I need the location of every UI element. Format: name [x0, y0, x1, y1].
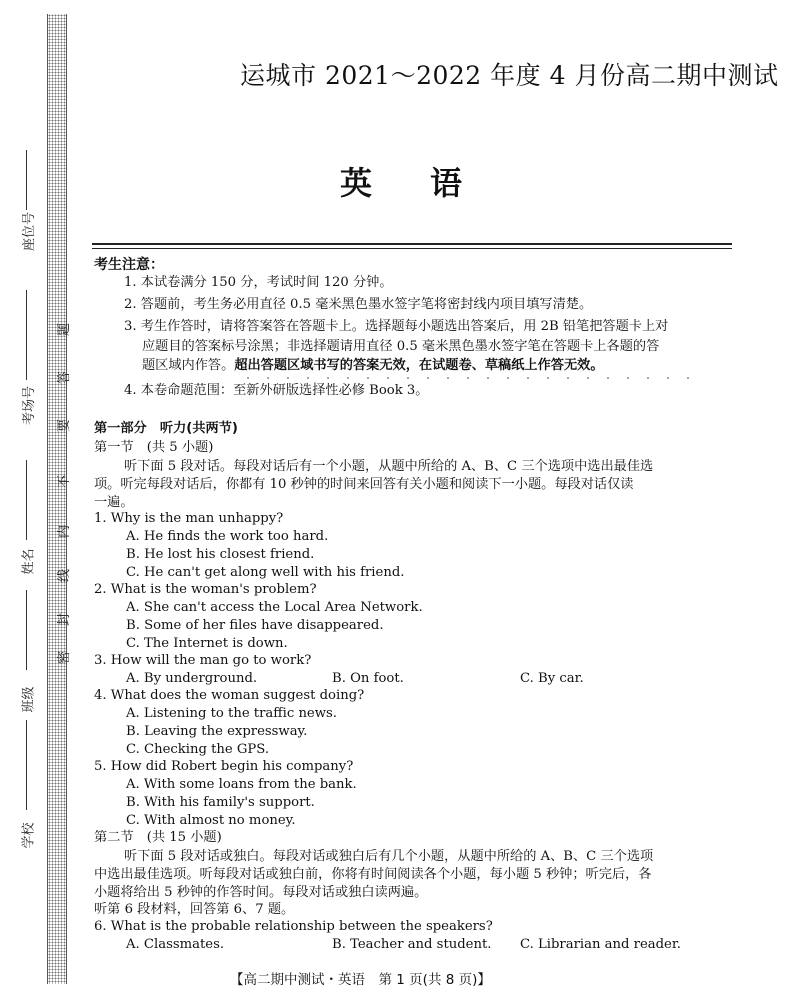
section1-instructions-2: 项。听完每段对话后，你都有 10 秒钟的时间来回答有关小题和阅读下一小题。每段对话仅读 [94, 477, 634, 492]
question-1: 1. Why is the man unhappy? [94, 511, 284, 526]
q6-option-c: C. Librarian and reader. [520, 937, 681, 952]
notice-item-1: 1. 本试卷满分 150 分，考试时间 120 分钟。 [124, 275, 393, 290]
q1-option-b: B. He lost his closest friend. [126, 547, 315, 562]
q1-option-c: C. He can't get along well with his friend. [126, 565, 405, 580]
seal-char-2: 封 [57, 612, 73, 627]
q4-option-a: A. Listening to the traffic news. [126, 706, 337, 721]
exam-title: 运城市 2021～2022 年度 4 月份高二期中测试 [240, 61, 779, 90]
q2-option-b: B. Some of her files have disappeared. [126, 618, 384, 633]
section2-instructions-2: 中选出最佳选项。听每段对话或独白前，你将有时间阅读各个小题，每小题 5 秒钟；听完后，各 [94, 867, 652, 882]
seal-char-8: 题 [57, 322, 73, 337]
q6-option-b: B. Teacher and student. [332, 937, 492, 952]
notice-item-2: 2. 答题前，考生务必用直径 0.5 毫米黑色墨水签字笔将密封线内项目填写清楚。 [124, 297, 593, 312]
name-line [26, 460, 27, 540]
class-line [26, 590, 27, 670]
section1-title: 第一节 (共 5 小题) [94, 440, 214, 455]
q5-option-c: C. With almost no money. [126, 813, 296, 828]
name-label: 姓名 [21, 548, 37, 575]
q2-option-c: C. The Internet is down. [126, 636, 288, 651]
q2-option-a: A. She can't access the Local Area Network. [126, 600, 423, 615]
question-4: 4. What does the woman suggest doing? [94, 688, 365, 703]
page-footer: 【高二期中测试・英语 第 1 页(共 8 页)】 [230, 972, 491, 988]
notice-item-4: 4. 本卷命题范围：至新外研版选择性必修 Book 3。 [124, 383, 429, 398]
notice-item-3-line-3 [142, 357, 604, 375]
seat-number-label: 座位号 [22, 211, 38, 252]
section2-instructions-3: 小题将给出 5 秒钟的作答时间。每段对话或独白读两遍。 [94, 885, 428, 900]
notice-item-3-line-2: 应题目的答案标号涂黑；非选择题请用直径 0.5 毫米黑色墨水签字笔在答题卡上各题的答 [142, 339, 660, 354]
header-rule-thin [92, 248, 732, 249]
emphasis-dots [238, 376, 698, 380]
seal-char-4: 内 [57, 524, 73, 539]
notice-item-3-line-3-normal: 题区域内作答。 [142, 358, 235, 373]
part1-title: 第一部分 听力(共两节) [94, 421, 238, 436]
question-5: 5. How did Robert begin his company? [94, 759, 354, 774]
question-6: 6. What is the probable relationship between the speakers? [94, 919, 493, 934]
header-rule-thick [92, 243, 732, 245]
school-line [26, 720, 27, 810]
section1-instructions-3: 一遍。 [94, 495, 134, 510]
question-3: 3. How will the man go to work? [94, 653, 312, 668]
notice-item-3-emphasis: 超出答题区域书写的答案无效，在试题卷、草稿纸上作答无效。 [234, 358, 604, 373]
q5-option-a: A. With some loans from the bank. [126, 777, 357, 792]
q3-option-a: A. By underground. [126, 671, 258, 686]
q3-option-c: C. By car. [520, 671, 584, 686]
seal-char-1: 密 [57, 650, 73, 665]
passage-6-instruction: 听第 6 段材料，回答第 6、7 题。 [94, 902, 295, 917]
class-label: 班级 [21, 686, 37, 713]
q1-option-a: A. He finds the work too hard. [126, 529, 329, 544]
section2-instructions-1: 听下面 5 段对话或独白。每段对话或独白后有几个小题，从题中所给的 A、B、C 三个选项 [124, 849, 654, 864]
q4-option-c: C. Checking the GPS. [126, 742, 270, 757]
exam-room-line [26, 290, 27, 380]
seat-number-line [26, 150, 27, 210]
notice-heading: 考生注意： [94, 257, 164, 273]
notice-item-3-line-1: 3. 考生作答时，请将答案答在答题卡上。选择题每小题选出答案后，用 2B 铅笔把答题卡上对 [124, 319, 669, 334]
subject-title: 英语 [340, 164, 521, 202]
seal-char-7: 答 [57, 370, 73, 385]
exam-room-label: 考场号 [22, 385, 38, 426]
q5-option-b: B. With his family's support. [126, 795, 315, 810]
question-2: 2. What is the woman's problem? [94, 582, 317, 597]
seal-char-6: 要 [57, 418, 73, 433]
section2-title: 第二节 (共 15 小题) [94, 830, 222, 845]
school-label: 学校 [21, 822, 37, 849]
q3-option-b: B. On foot. [332, 671, 404, 686]
seal-char-3: 线 [57, 568, 73, 583]
binding-strip [47, 14, 67, 984]
seal-char-5: 不 [57, 474, 73, 489]
q6-option-a: A. Classmates. [126, 937, 225, 952]
section1-instructions-1: 听下面 5 段对话。每段对话后有一个小题，从题中所给的 A、B、C 三个选项中选出最佳选 [124, 459, 654, 474]
q4-option-b: B. Leaving the expressway. [126, 724, 308, 739]
